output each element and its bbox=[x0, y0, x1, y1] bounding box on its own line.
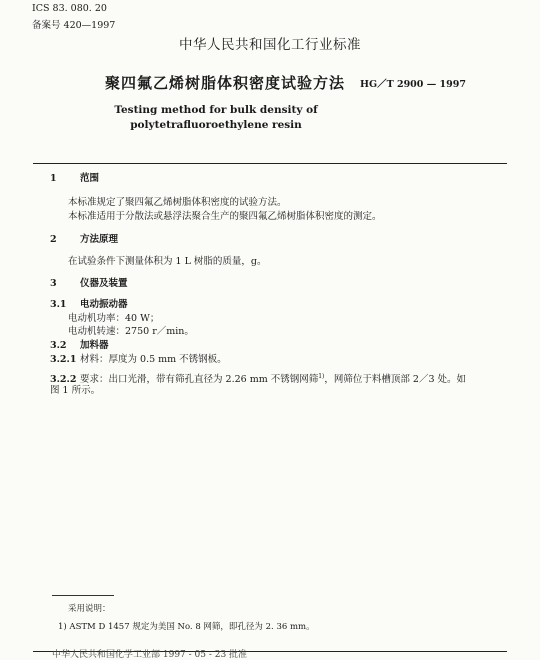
header-divider bbox=[33, 163, 507, 164]
section-3-2-1 bbox=[50, 353, 227, 366]
requirement-text-cont: ，网筛位于料槽顶部 2／3 处。如 bbox=[324, 374, 467, 386]
section-title: 电动振动器 bbox=[80, 299, 128, 310]
section-number: 3.1 bbox=[50, 299, 67, 310]
section-title: 仪器及装置 bbox=[80, 278, 128, 289]
footnote-divider bbox=[52, 595, 114, 596]
requirement-text: 要求：出口光滑，带有筛孔直径为 2.26 mm 不锈钢网筛 bbox=[80, 374, 319, 386]
document-title-en-line2: polytetrafluoroethylene resin bbox=[130, 119, 302, 131]
document-title-cn: 聚四氟乙烯树脂体积密度试验方法 bbox=[105, 74, 346, 92]
footnote-label: 采用说明： bbox=[68, 604, 111, 614]
section-title: 方法原理 bbox=[80, 234, 119, 245]
section-number: 3.2.2 bbox=[50, 374, 77, 386]
material-text: 材料：厚度为 0.5 mm 不锈钢板。 bbox=[80, 354, 227, 365]
requirement-line-2: 图 1 所示。 bbox=[50, 385, 101, 396]
document-title-en-line1: Testing method for bulk density of bbox=[114, 104, 318, 116]
section-3-2-heading bbox=[50, 339, 109, 352]
ics-code: ICS 83. 080. 20 bbox=[32, 3, 107, 14]
section-number: 1 bbox=[50, 173, 57, 184]
section-number: 3.2 bbox=[50, 340, 67, 351]
registration-number: 备案号 420—1997 bbox=[32, 20, 116, 31]
principle-paragraph: 在试验条件下测量体积为 1 L 树脂的质量，g。 bbox=[68, 256, 267, 267]
section-number: 3.2.1 bbox=[50, 354, 77, 365]
scope-paragraph-2: 本标准适用于分散法或悬浮法聚合生产的聚四氟乙烯树脂体积密度的测定。 bbox=[68, 211, 382, 222]
approval-footer: 中华人民共和国化学工业部 1997 - 05 - 23 批准 bbox=[52, 650, 248, 660]
section-1-heading bbox=[50, 172, 99, 185]
standard-category: 中华人民共和国化工行业标准 bbox=[179, 37, 361, 53]
section-2-heading bbox=[50, 233, 118, 246]
section-3-1-heading bbox=[50, 298, 128, 311]
scope-paragraph-1: 本标准规定了聚四氟乙烯树脂体积密度的试验方法。 bbox=[68, 197, 287, 208]
section-number: 2 bbox=[50, 234, 57, 245]
motor-speed: 电动机转速：2750 r／min。 bbox=[68, 326, 194, 337]
section-title: 范围 bbox=[80, 173, 100, 184]
footnote-text: 1) ASTM D 1457 规定为美国 No. 8 网筛，即孔径为 2. 36 mm。 bbox=[58, 622, 315, 632]
section-3-2-2 bbox=[50, 370, 466, 386]
section-3-heading bbox=[50, 277, 128, 290]
section-number: 3 bbox=[50, 278, 57, 289]
section-title: 加料器 bbox=[80, 340, 109, 351]
footnote-ref: 1) bbox=[318, 373, 325, 380]
motor-power: 电动机功率：40 W； bbox=[68, 313, 160, 324]
standard-number: HG／T 2900 — 1997 bbox=[360, 79, 466, 90]
